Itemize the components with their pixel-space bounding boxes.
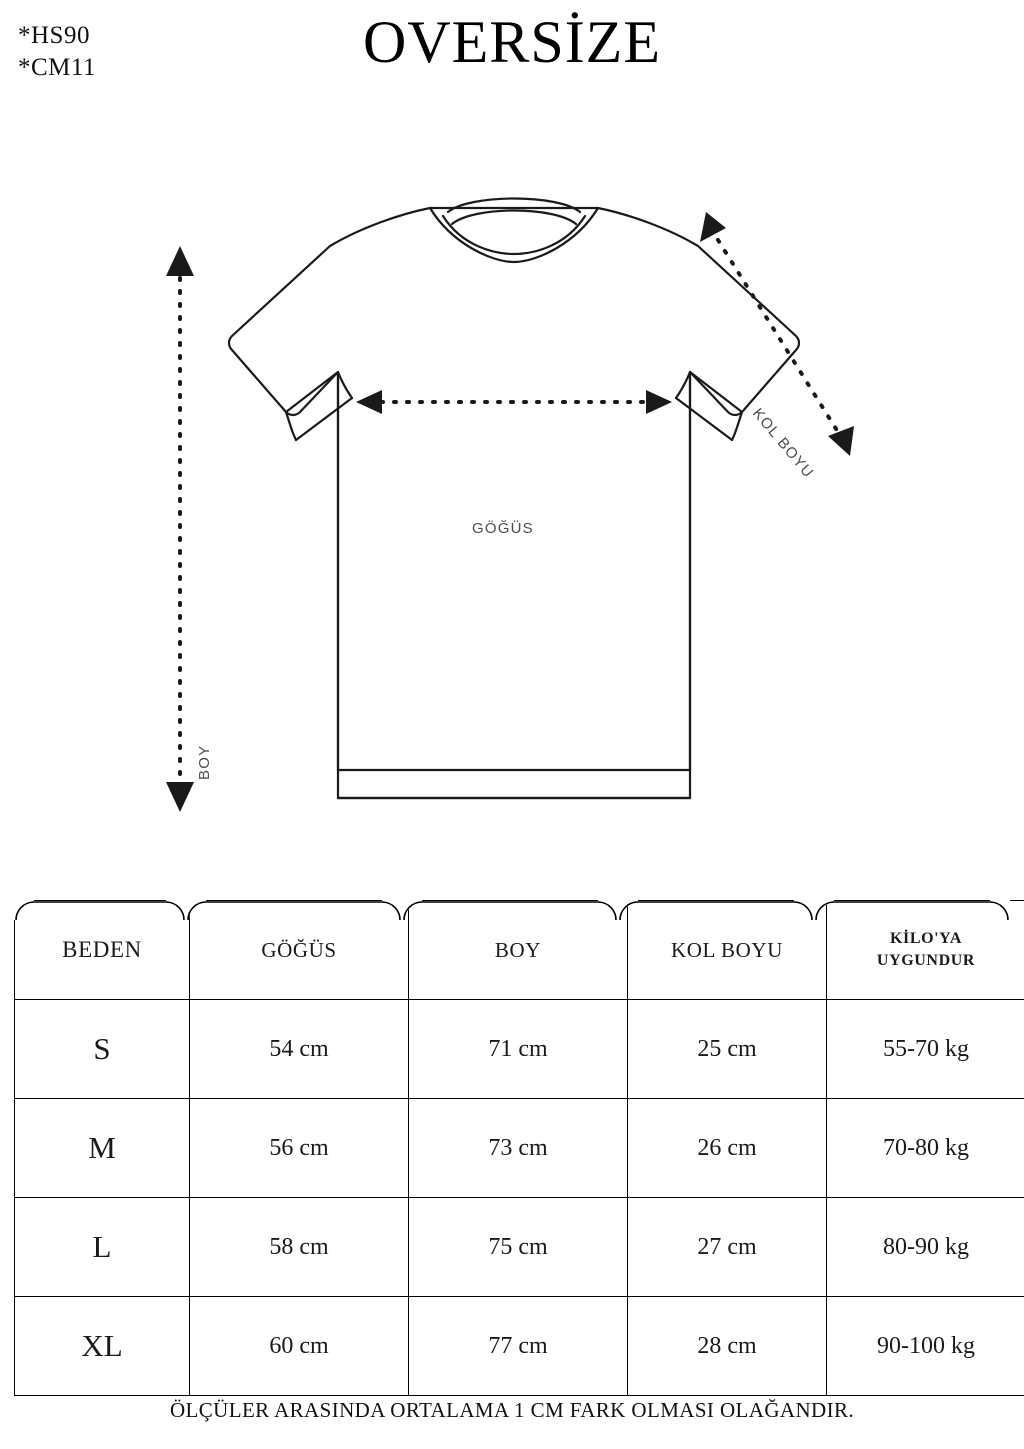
- cell-size: M: [15, 1099, 190, 1198]
- header-kiloya-uygundur: [827, 901, 1024, 1000]
- cell-length: 77 cm: [409, 1297, 628, 1396]
- cell-weight: 80-90 kg: [827, 1198, 1024, 1297]
- cell-length: 71 cm: [409, 1000, 628, 1099]
- cell-weight: 55-70 kg: [827, 1000, 1024, 1099]
- cell-weight: 70-80 kg: [827, 1099, 1024, 1198]
- header-beden: BEDEN: [15, 901, 190, 1000]
- sleeve-label: KOL BOYU: [748, 405, 818, 482]
- sleeve-measure-arrow: [700, 212, 854, 456]
- size-table: [14, 900, 1024, 1396]
- cell-weight: 90-100 kg: [827, 1297, 1024, 1396]
- header-kilo-line1: KİLO'YA: [889, 930, 963, 948]
- cell-sleeve: 25 cm: [628, 1000, 827, 1099]
- size-table-wrapper: [14, 900, 1010, 1396]
- product-code-2: *CM11: [18, 54, 96, 81]
- cell-sleeve: 26 cm: [628, 1099, 827, 1198]
- footnote: ÖLÇÜLER ARASINDA ORTALAMA 1 CM FARK OLMASI OLAĞANDIR.: [169, 1398, 855, 1422]
- table-header-row: [15, 901, 1024, 1000]
- cell-size: L: [15, 1198, 190, 1297]
- chest-measure-arrow: [356, 390, 672, 414]
- table-row: [15, 1099, 1024, 1198]
- cell-sleeve: 27 cm: [628, 1198, 827, 1297]
- cell-sleeve: 28 cm: [628, 1297, 827, 1396]
- cell-chest: 58 cm: [190, 1198, 409, 1297]
- header-gogus: GÖĞÜS: [190, 901, 409, 1000]
- cell-size: XL: [15, 1297, 190, 1396]
- cell-chest: 60 cm: [190, 1297, 409, 1396]
- page-title: OVERSİZE: [363, 9, 661, 75]
- length-label: BOY: [196, 744, 213, 780]
- cell-chest: 56 cm: [190, 1099, 409, 1198]
- size-table-body: [15, 1000, 1024, 1396]
- header-kol-boyu: KOL BOYU: [628, 901, 827, 1000]
- cell-size: S: [15, 1000, 190, 1099]
- cell-chest: 54 cm: [190, 1000, 409, 1099]
- cell-length: 73 cm: [409, 1099, 628, 1198]
- product-code-1: *HS90: [18, 22, 90, 49]
- table-row: [15, 1297, 1024, 1396]
- header-boy: BOY: [409, 901, 628, 1000]
- length-measure-arrow: [166, 246, 194, 812]
- cell-length: 75 cm: [409, 1198, 628, 1297]
- table-row: [15, 1198, 1024, 1297]
- chest-label: GÖĞÜS: [472, 520, 534, 537]
- size-table-head: [15, 901, 1024, 1000]
- table-row: [15, 1000, 1024, 1099]
- size-diagram: [0, 150, 1024, 890]
- header-kilo-line2: UYGUNDUR: [876, 952, 976, 969]
